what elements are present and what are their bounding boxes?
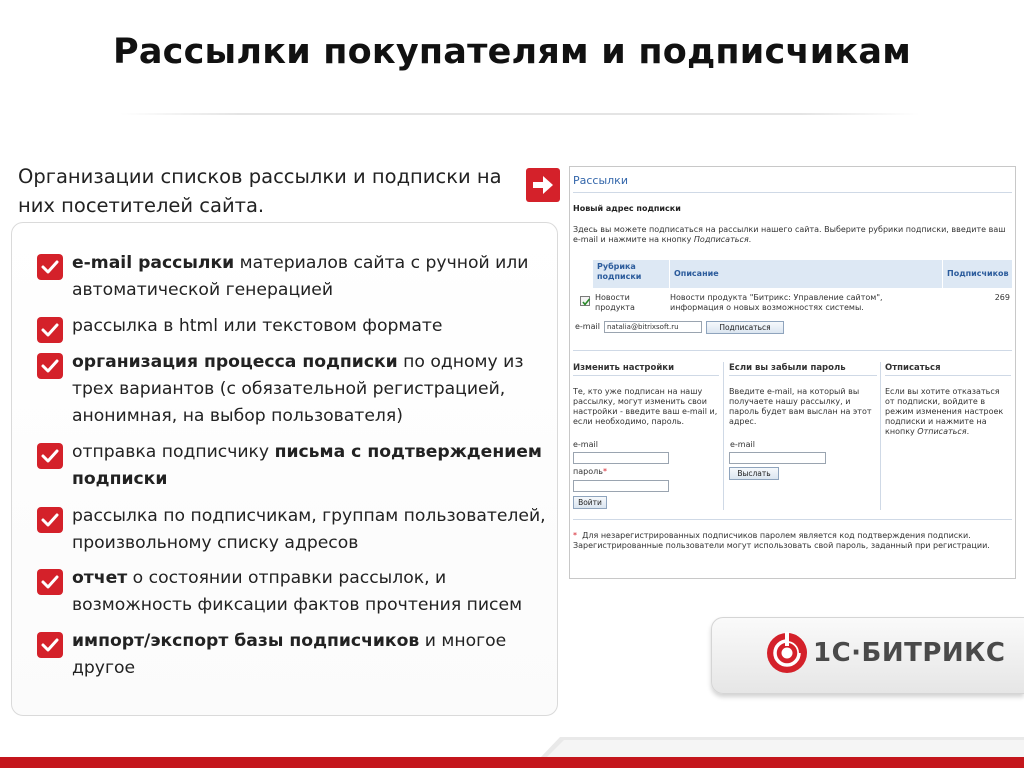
feature-text: [72, 250, 562, 304]
feature-text: [72, 439, 562, 493]
rubric-name: Новости продукта: [595, 293, 635, 312]
unsubscribe-text-end: .: [966, 427, 970, 436]
checkmark-icon: [37, 569, 63, 595]
required-mark: *: [602, 467, 607, 476]
settings-password-input[interactable]: [573, 480, 669, 492]
feature-rest: рассылка по подписчикам, группам пользователей, произвольному списку адресов: [72, 506, 546, 553]
login-button[interactable]: Войти: [573, 496, 607, 509]
table-header: [573, 260, 1012, 288]
subscription-screenshot: [569, 166, 1016, 579]
settings-email-label: e-mail: [573, 440, 598, 449]
feature-text: [72, 313, 562, 340]
checkmark-icon: [37, 443, 63, 469]
description-text: Здесь вы можете подписаться на рассылки нашего сайта. Выберите рубрики подписки, введите ваш e-mail и нажмите на кнопку: [573, 225, 1006, 244]
unsubscribe-text-main: Если вы хотите отказаться от подписки, войдите в режим изменения настроек подписки и нажмите на кнопку: [885, 387, 1004, 436]
screenshot-subtitle: Новый адрес подписки: [573, 204, 681, 213]
description-italic: Подписаться: [693, 235, 749, 244]
column-header-description: Описание: [670, 260, 942, 288]
feature-bold: e-mail рассылки: [72, 253, 235, 273]
feature-text: [72, 503, 562, 557]
features-panel: [11, 222, 558, 716]
forgot-email-input[interactable]: [729, 452, 826, 464]
column-header-count: Подписчиков: [943, 260, 1012, 288]
settings-text: Те, кто уже подписан на нашу рассылку, могут изменить свои настройки - введите ваш e-mail и, если необходимо, пароль.: [573, 387, 718, 426]
divider: [573, 519, 1012, 520]
feature-rest: о состоянии отправки рассылок, и возможность фиксации фактов прочтения писем: [72, 568, 523, 615]
feature-bold: организация процесса подписки: [72, 352, 398, 372]
feature-text: [72, 628, 562, 682]
footnote-mark: *: [573, 531, 577, 540]
arrow-right-icon: [526, 168, 560, 202]
unsubscribe-text: [885, 387, 1011, 437]
checkmark-icon: [37, 317, 63, 343]
settings-email-input[interactable]: [573, 452, 669, 464]
divider: [729, 375, 877, 376]
rubric-checkbox[interactable]: [580, 296, 590, 306]
send-password-button[interactable]: Выслать: [729, 467, 779, 480]
feature-rest: материалов сайта с ручной или автоматической генерацией: [72, 253, 529, 300]
column-separator: [723, 362, 724, 510]
feature-text: [72, 349, 562, 430]
page-title: Рассылки покупателям и подписчикам: [112, 32, 912, 72]
feature-bold: импорт/экспорт базы подписчиков: [72, 631, 420, 651]
bottom-decoration: [540, 737, 1024, 758]
feature-text: [72, 565, 562, 619]
rubric-description: Новости продукта "Битрикс: Управление сайтом", информация о новых возможностях системы.: [670, 293, 883, 312]
feature-rest: рассылка в html или текстовом формате: [72, 316, 443, 336]
footnote-text: Для незарегистрированных подписчиков паролем является код подтверждения подписки. Зарегистрированные пользователи могут использовать свой пароль, заданный при регистрации.: [573, 531, 990, 550]
password-label-text: пароль: [573, 467, 603, 476]
subscriber-count: 269: [994, 293, 1010, 302]
settings-heading: Изменить настройки: [573, 363, 675, 373]
checkmark-icon: [37, 353, 63, 379]
unsubscribe-text-italic: Отписаться: [917, 427, 967, 436]
email-label: e-mail: [575, 322, 600, 331]
feature-rest: и многое другое: [72, 631, 507, 678]
intro-text: Организации списков рассылки и подписки на них посетителей сайта.: [18, 165, 502, 217]
feature-bold: отчет: [72, 568, 128, 588]
forgot-email-label: e-mail: [730, 440, 755, 449]
subscribe-email-input[interactable]: natalia@bitrixsoft.ru: [604, 321, 702, 333]
checkmark-icon: [37, 507, 63, 533]
column-header-rubric: Рубрика подписки: [593, 260, 669, 288]
divider: [573, 192, 1012, 193]
subscribe-button[interactable]: Подписаться: [706, 321, 784, 334]
description-end: .: [748, 235, 752, 244]
divider: [573, 375, 719, 376]
table-row: [573, 293, 1012, 317]
unsubscribe-heading: Отписаться: [885, 363, 941, 373]
column-separator: [880, 362, 881, 510]
footnote: [573, 531, 1011, 551]
bottom-bar: [0, 757, 1024, 768]
forgot-text: Введите e-mail, на который вы получаете нашу рассылку, и пароль будет вам выслан на этот адрес.: [729, 387, 872, 426]
feature-rest: по одному из трех вариантов (с обязательной регистрацией, анонимная, на выбор пользователя): [72, 352, 524, 426]
screenshot-description: [573, 225, 1011, 245]
divider: [885, 375, 1011, 376]
title-divider: [120, 113, 920, 115]
divider: [573, 350, 1012, 351]
feature-bold: письма с подтверждением подписки: [72, 442, 542, 489]
settings-password-label: [573, 467, 607, 476]
checkmark-icon: [37, 632, 63, 658]
feature-pre: отправка подписчику: [72, 442, 275, 462]
forgot-heading: Если вы забыли пароль: [729, 363, 846, 373]
checkmark-icon: [37, 254, 63, 280]
screenshot-title[interactable]: Рассылки: [573, 174, 628, 187]
bitrix-logo-text: 1С·БИТРИКС: [813, 638, 1006, 668]
bitrix-logo-icon: [766, 632, 808, 674]
